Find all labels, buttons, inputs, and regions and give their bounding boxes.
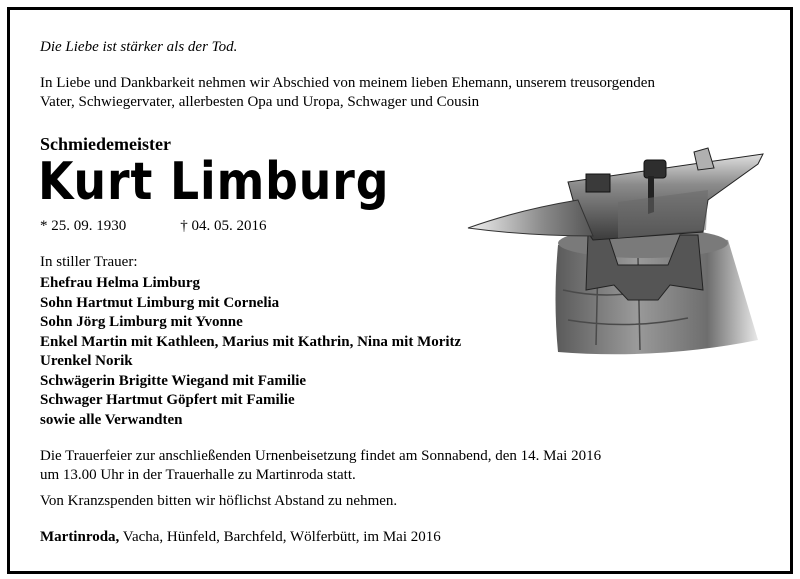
place-main: Martinroda,	[40, 529, 120, 545]
intro-text	[40, 74, 655, 112]
mourner-item: Schwägerin Brigitte Wiegand mit Familie	[40, 372, 307, 389]
motto: Die Liebe ist stärker als der Tod.	[40, 39, 238, 55]
mourners-list	[40, 274, 461, 430]
mourner-item: sowie alle Verwandten	[40, 411, 183, 428]
service-line: Die Trauerfeier zur anschließenden Urnenbeisetzung findet am Sonnabend, den 14. Mai 2016	[40, 448, 602, 464]
mourner-item: Ehefrau Helma Limburg	[40, 275, 200, 291]
intro-line: In Liebe und Dankbarkeit nehmen wir Abschied von meinem lieben Ehemann, unserem treusorgenden	[40, 75, 655, 91]
anvil-icon	[458, 140, 774, 355]
deceased-title: Schmiedemeister	[40, 134, 171, 154]
mourner-item: Sohn Jörg Limburg mit Yvonne	[40, 314, 243, 330]
place-date-line	[40, 528, 441, 547]
mourner-item: Schwager Hartmut Göpfert mit Familie	[40, 392, 295, 408]
obituary-card	[7, 7, 793, 574]
mourning-heading: In stiller Trauer:	[40, 254, 138, 270]
service-info	[40, 447, 601, 485]
intro-line: Vater, Schwiegervater, allerbesten Opa und Uropa, Schwager und Cousin	[40, 94, 480, 110]
birth-date: * 25. 09. 1930	[40, 218, 127, 234]
place-rest: Vacha, Hünfeld, Barchfeld, Wölferbütt, im Mai 2016	[119, 529, 441, 545]
service-line: um 13.00 Uhr in der Trauerhalle zu Martinroda statt.	[40, 467, 356, 483]
deceased-name: Kurt Limburg	[38, 152, 390, 212]
mourner-item: Sohn Hartmut Limburg mit Cornelia	[40, 294, 280, 311]
flowers-note: Von Kranzspenden bitten wir höflichst Abstand zu nehmen.	[40, 493, 398, 509]
mourner-item: Urenkel Norik	[40, 353, 133, 369]
life-dates	[40, 217, 267, 236]
death-date: † 04. 05. 2016	[180, 218, 267, 234]
mourner-item: Enkel Martin mit Kathleen, Marius mit Kathrin, Nina mit Moritz	[40, 333, 462, 350]
